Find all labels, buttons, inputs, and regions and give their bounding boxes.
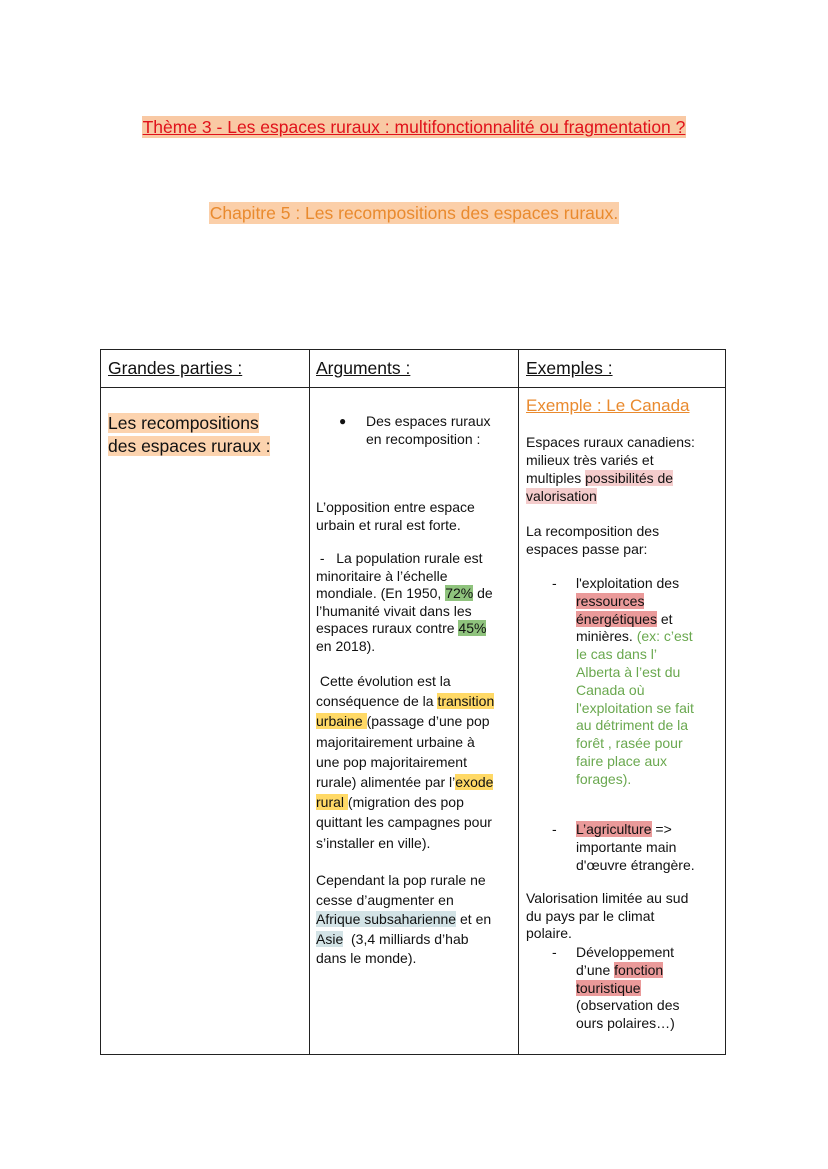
text-segment: (migration des pop xyxy=(347,794,464,811)
text-segment: au détriment de la xyxy=(576,717,689,734)
theme-title xyxy=(0,117,828,138)
text-line xyxy=(526,522,659,540)
text-segment: Cependant la pop rurale ne xyxy=(316,872,486,888)
text-line xyxy=(316,671,494,691)
text-segment: Cette évolution est la xyxy=(316,673,451,689)
text-segment: cesse d’augmenter en xyxy=(316,891,454,908)
text-line xyxy=(526,469,695,487)
text-segment: (observation des xyxy=(576,997,680,1014)
text-segment: quittant les campagnes pour xyxy=(316,814,492,831)
text-segment: mondiale. (En 1950, xyxy=(316,585,446,601)
text-line xyxy=(576,962,680,980)
highlighted-text: ressources xyxy=(576,592,645,609)
text-line xyxy=(316,891,491,911)
text-segment: forêt , rasée pour xyxy=(576,735,683,752)
text-segment: (ex: c’est xyxy=(636,628,693,645)
text-segment: espaces passe par: xyxy=(526,541,648,557)
example-item xyxy=(576,575,694,789)
text-segment: Espaces ruraux canadiens: xyxy=(526,434,695,450)
header-divider xyxy=(101,387,725,388)
part-title xyxy=(108,412,270,458)
text-line xyxy=(316,812,494,832)
text-segment: Des espaces ruraux xyxy=(366,413,491,429)
highlighted-text: valorisation xyxy=(526,488,597,504)
text-line xyxy=(576,682,694,700)
argument-paragraph xyxy=(316,871,491,969)
text-segment: La recomposition des xyxy=(526,523,660,539)
text-line xyxy=(108,412,270,435)
text-segment: forages). xyxy=(576,770,632,787)
text-line xyxy=(316,517,475,535)
text-line xyxy=(576,771,694,789)
text-segment: majoritairement urbaine à xyxy=(316,733,475,750)
text-line xyxy=(576,646,694,664)
text-line xyxy=(316,585,493,603)
text-line xyxy=(316,620,493,638)
text-line xyxy=(316,871,491,891)
header-exemples: Exemples : xyxy=(526,358,613,378)
text-line xyxy=(526,890,688,908)
highlighted-text: Asie xyxy=(316,930,344,947)
text-line xyxy=(576,593,694,611)
text-line xyxy=(576,575,694,593)
text-segment: Valorisation limitée au sud xyxy=(526,890,689,906)
example-paragraph xyxy=(526,433,695,505)
text-line xyxy=(316,711,494,731)
text-line xyxy=(316,568,493,586)
text-line xyxy=(526,540,659,558)
course-table xyxy=(100,349,726,1055)
highlighted-text: L’agriculture xyxy=(576,821,652,837)
text-segment: (passage d’une pop xyxy=(366,713,490,730)
highlighted-text: Afrique subsaharienne xyxy=(316,911,457,927)
text-segment: d'œuvre étrangère. xyxy=(576,857,695,873)
highlighted-text: touristique xyxy=(576,979,641,996)
example-item xyxy=(576,820,695,874)
text-segment: de xyxy=(473,585,493,601)
text-segment: minoritaire à l’échelle xyxy=(316,567,448,584)
text-line xyxy=(316,910,491,930)
text-line xyxy=(526,908,688,926)
text-segment: en recomposition : xyxy=(366,431,481,447)
argument-bullet xyxy=(366,412,491,448)
text-line xyxy=(576,980,680,998)
text-line xyxy=(366,412,491,430)
text-line xyxy=(526,451,695,469)
text-line xyxy=(316,833,494,853)
text-line xyxy=(316,772,494,792)
highlighted-text: des espaces ruraux : xyxy=(108,436,271,456)
chapter-title xyxy=(0,203,828,224)
text-segment: et en xyxy=(456,911,492,927)
example-paragraph xyxy=(526,890,688,943)
dash-icon: - xyxy=(552,821,557,837)
highlighted-text: Les recompositions xyxy=(108,413,259,433)
text-line xyxy=(526,487,695,505)
text-segment: - La population rurale est xyxy=(316,550,483,566)
text-segment: l’humanité vivait dans les xyxy=(316,602,472,619)
text-segment: Canada où xyxy=(576,681,645,698)
text-line xyxy=(576,997,680,1015)
text-line xyxy=(316,930,491,950)
text-line xyxy=(576,1015,680,1033)
text-segment: conséquence de la xyxy=(316,693,438,710)
example-paragraph xyxy=(526,522,659,558)
text-line xyxy=(316,550,493,568)
text-line xyxy=(316,499,475,517)
column-divider xyxy=(309,350,310,1054)
highlighted-text: transition xyxy=(437,693,495,710)
text-line xyxy=(576,611,694,629)
text-line xyxy=(576,944,680,962)
example-item xyxy=(576,944,680,1033)
text-segment: espaces ruraux contre xyxy=(316,620,459,636)
text-line xyxy=(316,792,494,812)
text-segment: dans le monde). xyxy=(316,950,417,966)
example-heading: Exemple : Le Canada xyxy=(526,396,690,415)
text-segment: du pays par le climat xyxy=(526,907,655,924)
bullet-icon: ● xyxy=(339,414,347,428)
text-line xyxy=(526,925,688,943)
dash-icon: - xyxy=(552,944,557,960)
highlighted-text: possibilités de xyxy=(585,470,674,486)
text-segment: l'exploitation des xyxy=(576,575,680,591)
text-line xyxy=(576,700,694,718)
text-line xyxy=(316,949,491,969)
text-line xyxy=(576,735,694,753)
highlighted-text: 45% xyxy=(458,620,487,636)
text-segment: ours polaires…) xyxy=(576,1015,675,1032)
column-divider xyxy=(518,350,519,1054)
text-line xyxy=(576,717,694,735)
text-line xyxy=(316,691,494,711)
highlighted-text: fonction xyxy=(614,961,664,978)
highlighted-text: urbaine xyxy=(316,713,367,730)
text-segment: urbain et rural est forte. xyxy=(316,516,461,533)
text-line xyxy=(316,752,494,772)
text-segment: d’une xyxy=(576,961,615,978)
text-line xyxy=(108,435,270,458)
text-line xyxy=(316,638,493,656)
text-segment: une pop majoritairement xyxy=(316,753,467,770)
text-line xyxy=(576,838,695,856)
text-line xyxy=(316,603,493,621)
text-line xyxy=(576,820,695,838)
text-segment: importante main xyxy=(576,839,677,855)
text-segment: polaire. xyxy=(526,925,572,941)
text-line xyxy=(576,628,694,646)
text-line xyxy=(576,856,695,874)
text-segment: milieux très variés et xyxy=(526,452,654,468)
text-segment: le cas dans l’ xyxy=(576,646,657,663)
dash-icon: - xyxy=(552,575,557,591)
text-segment: Développement xyxy=(576,944,675,960)
theme-title-text: Thème 3 - Les espaces ruraux : multifonctionnalité ou fragmentation ? xyxy=(142,117,686,137)
text-segment: et xyxy=(656,610,673,627)
text-segment: en 2018). xyxy=(316,637,376,654)
argument-paragraph xyxy=(316,671,494,853)
header-arguments: Arguments : xyxy=(316,358,411,378)
text-line xyxy=(366,430,491,448)
text-line xyxy=(526,433,695,451)
argument-paragraph xyxy=(316,550,493,655)
text-segment: l'exploitation se fait xyxy=(576,699,694,716)
highlighted-text: 72% xyxy=(445,585,474,601)
text-segment: multiples xyxy=(526,470,586,486)
text-segment: s’installer en ville). xyxy=(316,834,431,851)
text-segment: => xyxy=(651,821,672,837)
text-segment: (3,4 milliards d’hab xyxy=(343,930,469,947)
header-grandes-parties: Grandes parties : xyxy=(108,358,243,378)
highlighted-text: énergétiques xyxy=(576,610,657,627)
text-line xyxy=(316,732,494,752)
text-segment: L’opposition entre espace xyxy=(316,499,475,515)
text-segment: faire place aux xyxy=(576,752,668,769)
text-segment: Alberta à l’est du xyxy=(576,663,681,680)
highlighted-text: exode xyxy=(455,774,494,791)
text-segment: rurale) alimentée par l’ xyxy=(316,774,456,791)
text-line xyxy=(576,753,694,771)
text-segment: minières. xyxy=(576,628,637,645)
chapter-title-text: Chapitre 5 : Les recompositions des espaces ruraux. xyxy=(209,203,619,223)
text-line xyxy=(576,664,694,682)
argument-paragraph xyxy=(316,499,475,534)
highlighted-text: rural xyxy=(316,794,348,811)
